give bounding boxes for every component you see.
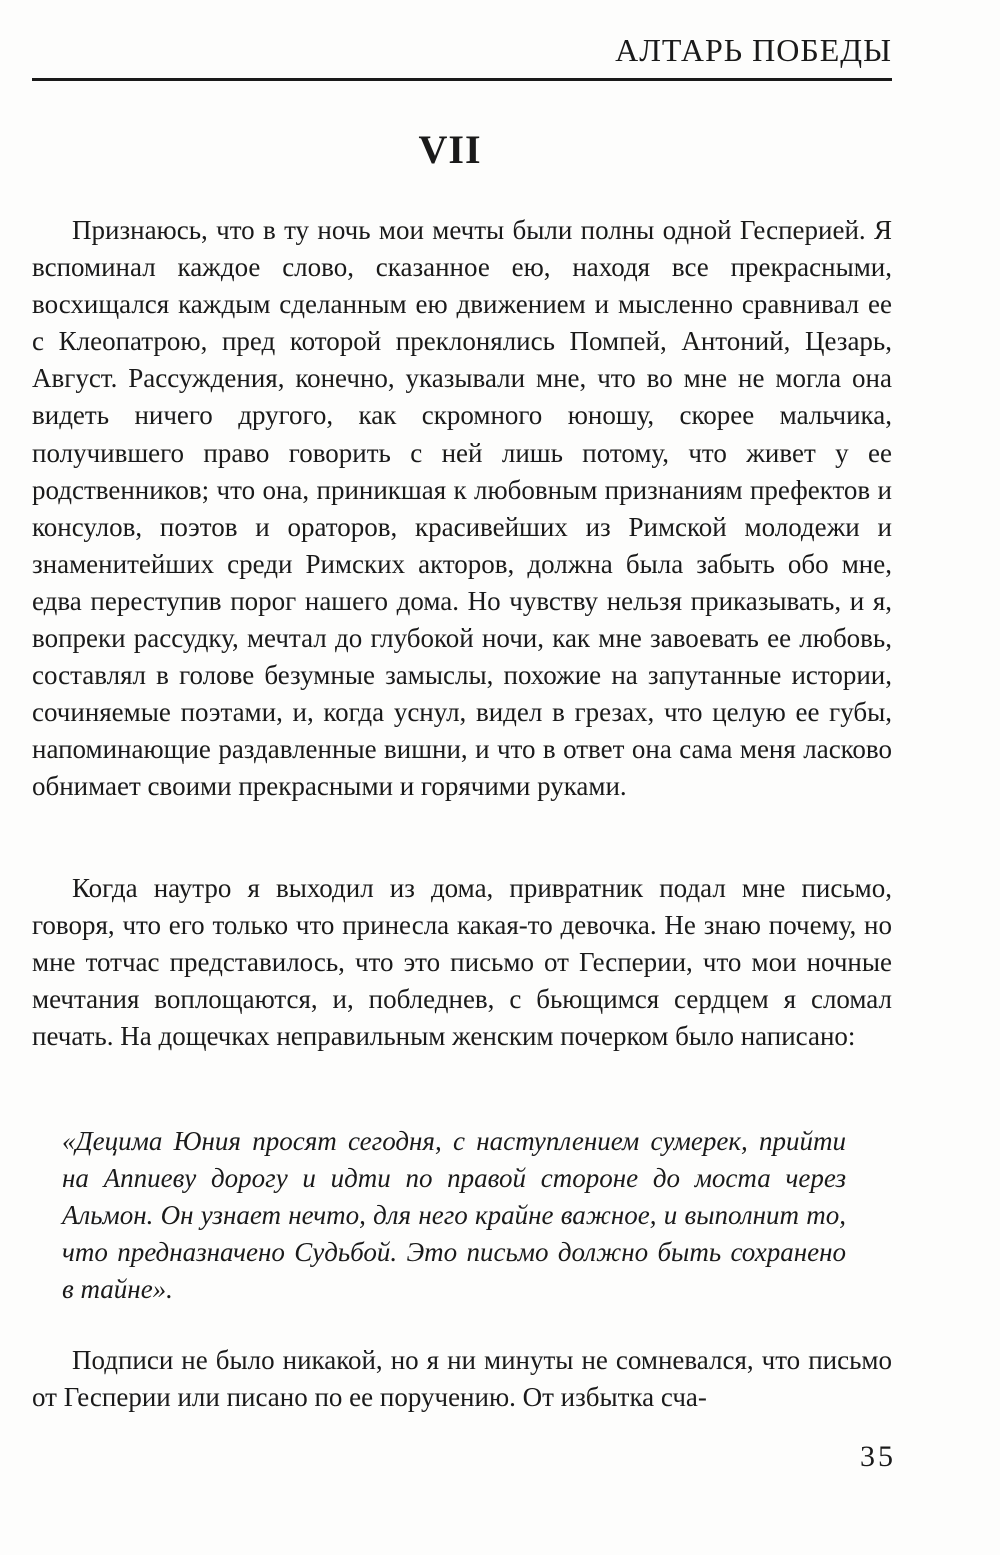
quoted-letter: «Децима Юния просят сегодня, с наступлением сумерек, прийти на Аппиеву дорогу и идти по правой стороне до моста через Альмон. Он узнает нечто, для него крайне важное, и выполнит то, что предназначено Судьбой. Это письмо должно быть сохранено в тайне». (62, 1126, 846, 1305)
paragraph-2: Когда наутро я выходил из дома, привратник подал мне письмо, говоря, что его только что принесла какая-то девочка. Не знаю почему, но мне тотчас представилось, что это письмо от Гесперии, что мои ночные мечтания воплощаются, и, побледнев, с бьющимся сердцем я сломал печать. На дощечках неправильным женским почерком было написано: (32, 873, 892, 1052)
page-number: 35 (860, 1440, 896, 1473)
running-title: АЛТАРЬ ПОБЕДЫ (32, 30, 892, 81)
paragraph-3: Подписи не было никакой, но я ни минуты не сомневался, что письмо от Гесперии или писано по ее поручению. От избытка сча- (32, 1345, 892, 1413)
paragraph-1: Признаюсь, что в ту ночь мои мечты были полны одной Гесперией. Я вспоминал каждое слово, сказанное ею, находя все прекрасными, восхищался каждым сделанным ею движением и мысленно сравнивал ее с Клеопатрою, пред которой преклонялись Помпей, Антоний, Цезарь, Август. Рассуждения, конечно, указывали мне, что во мне не могла она видеть ничего другого, как скромного юношу, скорее мальчика, получившего право говорить с ней лишь потому, что живет у ее родственников; что она, приникшая к любовным признаниям префектов и консулов, поэтов и ораторов, красивейших из Римской молодежи и знаменитейших среди Римских акторов, должна была забыть обо мне, едва переступив порог нашего дома. Но чувству нельзя приказывать, и я, вопреки рассудку, мечтал до глубокой ночи, как мне завоевать ее любовь, составлял в голове безумные замыслы, похожие на запутанные истории, сочиняемые поэтами, и, когда уснул, видел в грезах, что целую ее губы, напоминающие раздавленные вишни, и что в ответ она сама меня ласково обнимает своими прекрасными и горячими руками. (32, 215, 892, 802)
chapter-number: VII (418, 127, 482, 172)
